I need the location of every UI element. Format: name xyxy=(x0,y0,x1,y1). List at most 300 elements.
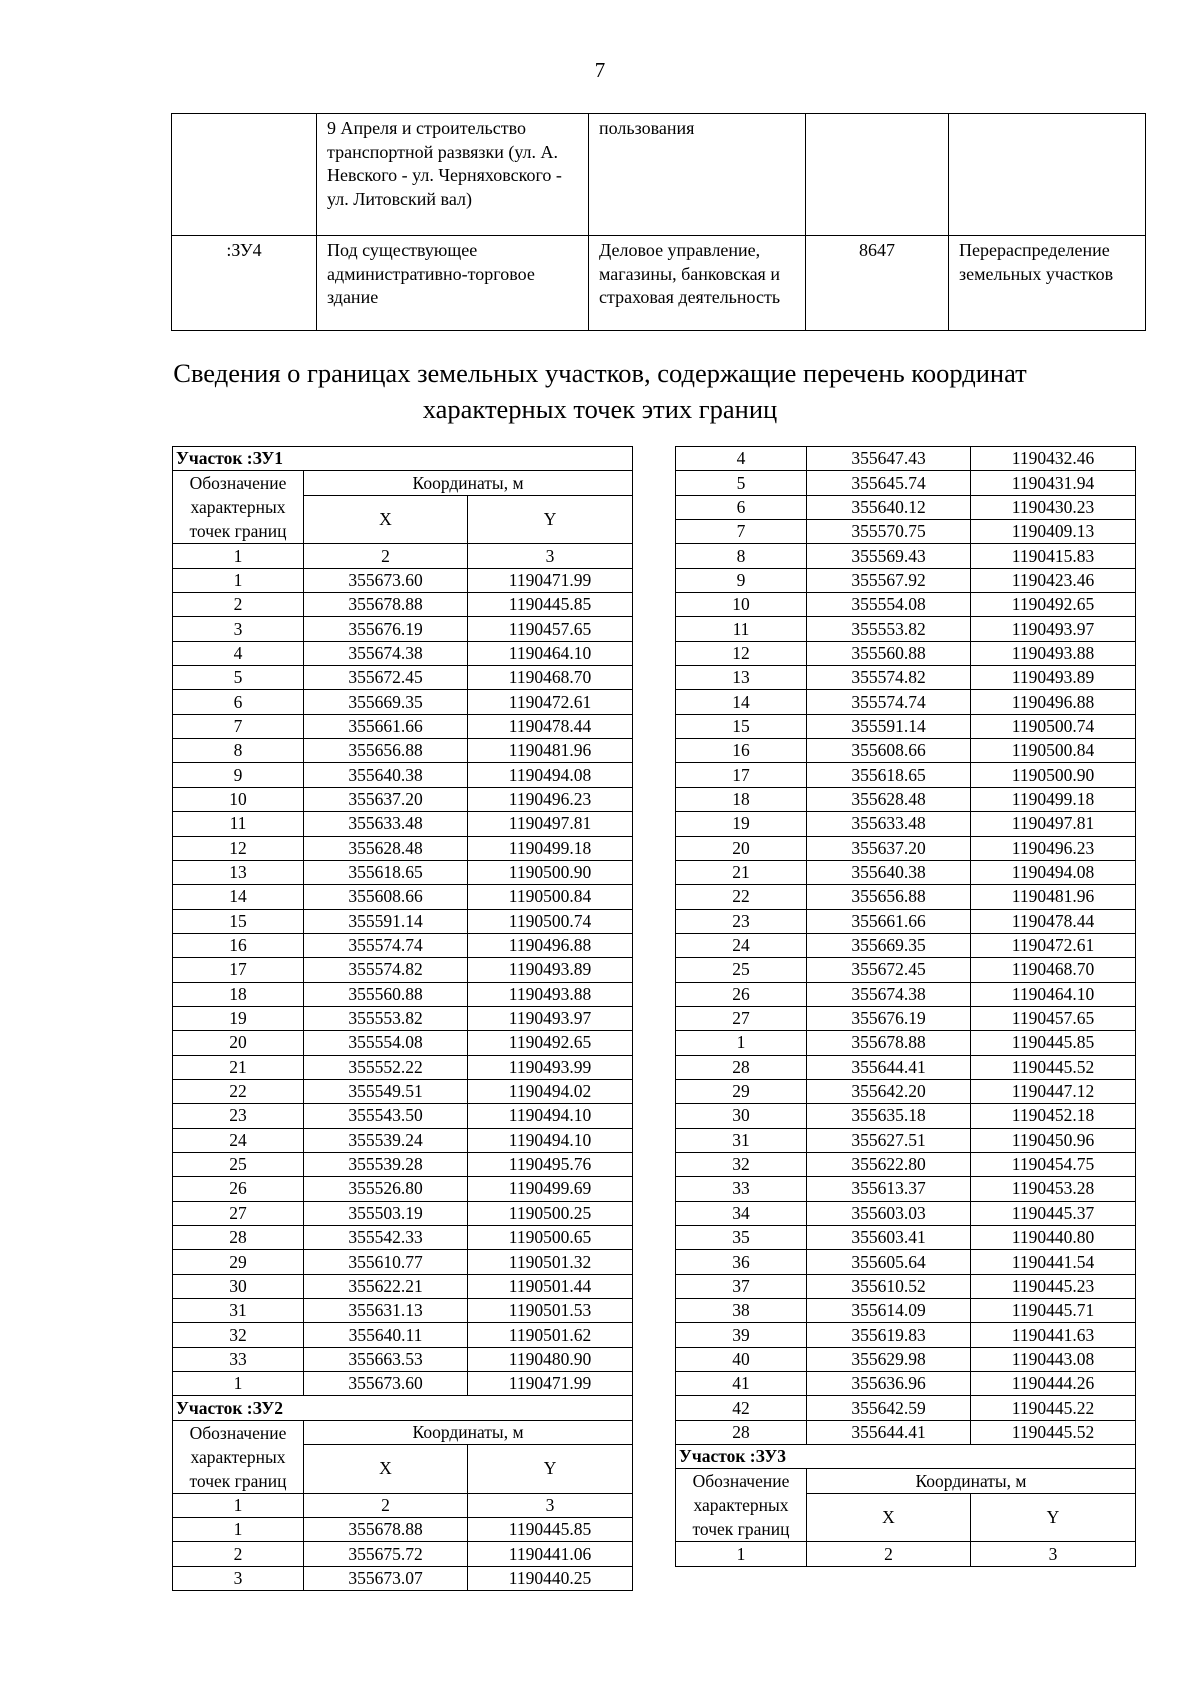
table-row xyxy=(676,568,1136,592)
x-coordinate: 355647.43 xyxy=(807,447,971,471)
point-designation-header: Обозначение характерных точек границ xyxy=(676,1469,807,1542)
column-number: 1 xyxy=(676,1542,807,1566)
plot-title: Участок :ЗУ3 xyxy=(676,1445,1136,1469)
point-number: 4 xyxy=(173,641,304,665)
table-row xyxy=(173,1006,633,1030)
point-number: 28 xyxy=(676,1055,807,1079)
y-coordinate: 1190468.70 xyxy=(971,958,1136,982)
x-coordinate: 355574.74 xyxy=(807,690,971,714)
table-row xyxy=(173,1250,633,1274)
table-row xyxy=(676,982,1136,1006)
x-coordinate: 355642.20 xyxy=(807,1079,971,1103)
y-coordinate: 1190471.99 xyxy=(468,1372,633,1396)
table-row xyxy=(676,1396,1136,1420)
table-row xyxy=(676,1055,1136,1079)
point-number: 26 xyxy=(676,982,807,1006)
coordinates-header: Координаты, м xyxy=(807,1469,1136,1493)
point-number: 15 xyxy=(676,714,807,738)
table-row xyxy=(676,1299,1136,1323)
y-coordinate: 1190445.85 xyxy=(468,593,633,617)
table-row xyxy=(676,1420,1136,1444)
point-number: 42 xyxy=(676,1396,807,1420)
point-number: 9 xyxy=(676,568,807,592)
column-number: 3 xyxy=(468,1493,633,1517)
column-number: 2 xyxy=(304,544,468,568)
x-coordinate: 355676.19 xyxy=(807,1006,971,1030)
table-row xyxy=(173,933,633,957)
coordinates-header: Координаты, м xyxy=(304,1420,633,1444)
y-coordinate: 1190471.99 xyxy=(468,568,633,592)
x-coordinate: 355644.41 xyxy=(807,1420,971,1444)
table-row xyxy=(676,1079,1136,1103)
y-coordinate: 1190496.88 xyxy=(971,690,1136,714)
table-row xyxy=(173,1031,633,1055)
y-coordinate: 1190501.44 xyxy=(468,1274,633,1298)
point-number: 31 xyxy=(173,1299,304,1323)
point-number: 1 xyxy=(173,1372,304,1396)
table-row xyxy=(676,1128,1136,1152)
x-coordinate: 355678.88 xyxy=(304,593,468,617)
table-row xyxy=(676,520,1136,544)
table-row xyxy=(676,836,1136,860)
y-coordinate: 1190494.02 xyxy=(468,1079,633,1103)
table-row xyxy=(676,1031,1136,1055)
x-header: X xyxy=(304,495,468,544)
y-coordinate: 1190432.46 xyxy=(971,447,1136,471)
x-coordinate: 355610.52 xyxy=(807,1274,971,1298)
column-number: 2 xyxy=(304,1493,468,1517)
point-number: 22 xyxy=(676,885,807,909)
y-coordinate: 1190441.54 xyxy=(971,1250,1136,1274)
y-coordinate: 1190452.18 xyxy=(971,1104,1136,1128)
x-coordinate: 355549.51 xyxy=(304,1079,468,1103)
plot-title: Участок :ЗУ1 xyxy=(173,447,633,471)
point-number: 5 xyxy=(676,471,807,495)
point-number: 2 xyxy=(173,1542,304,1566)
y-coordinate: 1190493.88 xyxy=(468,982,633,1006)
y-coordinate: 1190499.18 xyxy=(971,787,1136,811)
point-number: 24 xyxy=(676,933,807,957)
point-number: 6 xyxy=(676,495,807,519)
point-number: 3 xyxy=(173,1566,304,1590)
x-coordinate: 355569.43 xyxy=(807,544,971,568)
x-coordinate: 355543.50 xyxy=(304,1104,468,1128)
point-number: 13 xyxy=(676,666,807,690)
point-number: 30 xyxy=(676,1104,807,1128)
x-coordinate: 355645.74 xyxy=(807,471,971,495)
land-use-row xyxy=(172,114,1146,236)
table-row xyxy=(173,909,633,933)
page-number: 7 xyxy=(594,58,606,82)
table-row xyxy=(676,885,1136,909)
table-row xyxy=(676,860,1136,884)
x-coordinate: 355552.22 xyxy=(304,1055,468,1079)
table-row xyxy=(676,617,1136,641)
point-number: 2 xyxy=(173,593,304,617)
point-number: 11 xyxy=(676,617,807,641)
point-number: 26 xyxy=(173,1177,304,1201)
table-row xyxy=(173,836,633,860)
point-number: 11 xyxy=(173,812,304,836)
table-row xyxy=(676,641,1136,665)
y-coordinate: 1190492.65 xyxy=(468,1031,633,1055)
y-coordinate: 1190472.61 xyxy=(971,933,1136,957)
x-coordinate: 355618.65 xyxy=(807,763,971,787)
x-coordinate: 355633.48 xyxy=(304,812,468,836)
point-number: 1 xyxy=(173,1518,304,1542)
y-coordinate: 1190431.94 xyxy=(971,471,1136,495)
y-coordinate: 1190500.74 xyxy=(468,909,633,933)
point-number: 21 xyxy=(173,1055,304,1079)
table-row xyxy=(173,812,633,836)
point-number: 34 xyxy=(676,1201,807,1225)
point-number: 27 xyxy=(173,1201,304,1225)
x-coordinate: 355591.14 xyxy=(807,714,971,738)
plot-section-row xyxy=(173,447,633,471)
y-coordinate: 1190500.65 xyxy=(468,1226,633,1250)
point-number: 12 xyxy=(173,836,304,860)
x-coordinate: 355570.75 xyxy=(807,520,971,544)
point-number: 40 xyxy=(676,1347,807,1371)
point-number: 33 xyxy=(173,1347,304,1371)
y-coordinate: 1190415.83 xyxy=(971,544,1136,568)
point-number: 28 xyxy=(676,1420,807,1444)
y-coordinate: 1190472.61 xyxy=(468,690,633,714)
y-coordinate: 1190493.97 xyxy=(468,1006,633,1030)
point-number: 32 xyxy=(676,1152,807,1176)
point-number: 14 xyxy=(676,690,807,714)
y-coordinate: 1190445.23 xyxy=(971,1274,1136,1298)
x-coordinate: 355678.88 xyxy=(807,1031,971,1055)
table-row xyxy=(676,909,1136,933)
y-header: Y xyxy=(468,1445,633,1494)
x-coordinate: 355672.45 xyxy=(304,666,468,690)
point-number: 21 xyxy=(676,860,807,884)
y-coordinate: 1190468.70 xyxy=(468,666,633,690)
header-row xyxy=(676,1469,1136,1493)
x-coordinate: 355526.80 xyxy=(304,1177,468,1201)
y-coordinate: 1190501.53 xyxy=(468,1299,633,1323)
table-row xyxy=(173,1299,633,1323)
point-number: 20 xyxy=(173,1031,304,1055)
x-coordinate: 355656.88 xyxy=(807,885,971,909)
y-coordinate: 1190441.63 xyxy=(971,1323,1136,1347)
section-heading: Сведения о границах земельных участков, содержащие перечень координат характерных точек этих границ xyxy=(173,358,1027,424)
y-coordinate: 1190500.25 xyxy=(468,1201,633,1225)
y-coordinate: 1190441.06 xyxy=(468,1542,633,1566)
x-coordinate: 355613.37 xyxy=(807,1177,971,1201)
y-coordinate: 1190500.84 xyxy=(468,885,633,909)
x-coordinate: 355627.51 xyxy=(807,1128,971,1152)
point-number: 10 xyxy=(676,593,807,617)
table-row xyxy=(676,1372,1136,1396)
point-number: 4 xyxy=(676,447,807,471)
y-coordinate: 1190447.12 xyxy=(971,1079,1136,1103)
point-number: 33 xyxy=(676,1177,807,1201)
y-coordinate: 1190500.84 xyxy=(971,739,1136,763)
table-row xyxy=(676,666,1136,690)
plot-title: Участок :ЗУ2 xyxy=(173,1396,633,1420)
table-row xyxy=(173,714,633,738)
x-coordinate: 355539.24 xyxy=(304,1128,468,1152)
y-coordinate: 1190494.08 xyxy=(971,860,1136,884)
point-number: 10 xyxy=(173,787,304,811)
y-coordinate: 1190443.08 xyxy=(971,1347,1136,1371)
x-coordinate: 355661.66 xyxy=(304,714,468,738)
x-coordinate: 355642.59 xyxy=(807,1396,971,1420)
x-coordinate: 355553.82 xyxy=(304,1006,468,1030)
table-row xyxy=(676,787,1136,811)
x-coordinate: 355661.66 xyxy=(807,909,971,933)
header-row xyxy=(173,1420,633,1444)
x-coordinate: 355633.48 xyxy=(807,812,971,836)
table-row xyxy=(173,641,633,665)
y-coordinate: 1190464.10 xyxy=(468,641,633,665)
table-row xyxy=(173,982,633,1006)
y-coordinate: 1190493.97 xyxy=(971,617,1136,641)
x-coordinate: 355574.74 xyxy=(304,933,468,957)
point-number: 9 xyxy=(173,763,304,787)
point-number: 35 xyxy=(676,1226,807,1250)
point-number: 31 xyxy=(676,1128,807,1152)
y-coordinate: 1190499.69 xyxy=(468,1177,633,1201)
y-coordinate: 1190480.90 xyxy=(468,1347,633,1371)
point-number: 3 xyxy=(173,617,304,641)
point-number: 27 xyxy=(676,1006,807,1030)
x-coordinate: 355503.19 xyxy=(304,1201,468,1225)
y-coordinate: 1190500.90 xyxy=(468,860,633,884)
coordinates-header: Координаты, м xyxy=(304,471,633,495)
plot-section-row xyxy=(676,1445,1136,1469)
x-coordinate: 355669.35 xyxy=(807,933,971,957)
y-coordinate: 1190440.25 xyxy=(468,1566,633,1590)
x-coordinate: 355675.72 xyxy=(304,1542,468,1566)
x-coordinate: 355554.08 xyxy=(807,593,971,617)
table-row xyxy=(676,1250,1136,1274)
x-coordinate: 355674.38 xyxy=(807,982,971,1006)
table-row xyxy=(173,1566,633,1590)
table-row xyxy=(173,1055,633,1079)
x-coordinate: 355676.19 xyxy=(304,617,468,641)
table-row xyxy=(676,1152,1136,1176)
point-number: 23 xyxy=(173,1104,304,1128)
x-coordinate: 355644.41 xyxy=(807,1055,971,1079)
table-row xyxy=(676,447,1136,471)
y-coordinate: 1190464.10 xyxy=(971,982,1136,1006)
point-number: 12 xyxy=(676,641,807,665)
table-row xyxy=(173,690,633,714)
y-header: Y xyxy=(971,1493,1136,1542)
y-coordinate: 1190445.85 xyxy=(971,1031,1136,1055)
x-coordinate: 355637.20 xyxy=(304,787,468,811)
y-header: Y xyxy=(468,495,633,544)
table-row xyxy=(173,739,633,763)
x-coordinate: 355640.11 xyxy=(304,1323,468,1347)
table-row xyxy=(676,739,1136,763)
column-number: 3 xyxy=(468,544,633,568)
x-coordinate: 355608.66 xyxy=(807,739,971,763)
y-coordinate: 1190493.89 xyxy=(971,666,1136,690)
x-coordinate: 355554.08 xyxy=(304,1031,468,1055)
table-row xyxy=(676,1201,1136,1225)
y-coordinate: 1190501.62 xyxy=(468,1323,633,1347)
x-coordinate: 355636.96 xyxy=(807,1372,971,1396)
y-coordinate: 1190501.32 xyxy=(468,1250,633,1274)
x-coordinate: 355678.88 xyxy=(304,1518,468,1542)
column-number: 3 xyxy=(971,1542,1136,1566)
point-number: 5 xyxy=(173,666,304,690)
table-row xyxy=(173,617,633,641)
x-coordinate: 355608.66 xyxy=(304,885,468,909)
table-row xyxy=(676,544,1136,568)
y-coordinate: 1190481.96 xyxy=(971,885,1136,909)
point-number: 24 xyxy=(173,1128,304,1152)
point-number: 41 xyxy=(676,1372,807,1396)
table-row xyxy=(173,593,633,617)
point-number: 7 xyxy=(676,520,807,544)
x-coordinate: 355567.92 xyxy=(807,568,971,592)
table-row xyxy=(173,1201,633,1225)
x-coordinate: 355673.07 xyxy=(304,1566,468,1590)
x-coordinate: 355631.13 xyxy=(304,1299,468,1323)
formation-method-cell: Перераспределение земельных участков xyxy=(949,236,1146,331)
point-number: 37 xyxy=(676,1274,807,1298)
coordinates-body-right xyxy=(676,447,1136,1567)
y-coordinate: 1190497.81 xyxy=(971,812,1136,836)
x-coordinate: 355672.45 xyxy=(807,958,971,982)
table-row xyxy=(173,666,633,690)
table-row xyxy=(173,787,633,811)
point-number: 19 xyxy=(676,812,807,836)
column-number: 1 xyxy=(173,544,304,568)
x-coordinate: 355663.53 xyxy=(304,1347,468,1371)
table-row xyxy=(676,471,1136,495)
column-number-row xyxy=(173,544,633,568)
point-number: 29 xyxy=(676,1079,807,1103)
table-row xyxy=(676,812,1136,836)
table-row xyxy=(173,568,633,592)
y-coordinate: 1190493.89 xyxy=(468,958,633,982)
point-designation-header: Обозначение характерных точек границ xyxy=(173,471,304,544)
y-coordinate: 1190497.81 xyxy=(468,812,633,836)
x-coordinate: 355603.41 xyxy=(807,1226,971,1250)
column-number: 2 xyxy=(807,1542,971,1566)
table-row xyxy=(173,1274,633,1298)
y-coordinate: 1190445.52 xyxy=(971,1055,1136,1079)
y-coordinate: 1190494.08 xyxy=(468,763,633,787)
y-coordinate: 1190423.46 xyxy=(971,568,1136,592)
table-row xyxy=(173,1177,633,1201)
point-number: 16 xyxy=(173,933,304,957)
x-coordinate: 355640.38 xyxy=(304,763,468,787)
x-coordinate: 355610.77 xyxy=(304,1250,468,1274)
plot-name-cell: 9 Апреля и строительство транспортной развязки (ул. А. Невского - ул. Черняховского - ул. Литовский вал) xyxy=(317,114,589,236)
table-row xyxy=(676,1104,1136,1128)
point-number: 7 xyxy=(173,714,304,738)
plot-section-row xyxy=(173,1396,633,1420)
x-coordinate: 355656.88 xyxy=(304,739,468,763)
y-coordinate: 1190457.65 xyxy=(971,1006,1136,1030)
y-coordinate: 1190450.96 xyxy=(971,1128,1136,1152)
y-coordinate: 1190496.23 xyxy=(971,836,1136,860)
x-coordinate: 355628.48 xyxy=(807,787,971,811)
table-row xyxy=(173,1226,633,1250)
point-number: 16 xyxy=(676,739,807,763)
x-coordinate: 355673.60 xyxy=(304,568,468,592)
table-row xyxy=(676,690,1136,714)
x-coordinate: 355637.20 xyxy=(807,836,971,860)
table-row xyxy=(676,1006,1136,1030)
point-number: 25 xyxy=(173,1152,304,1176)
y-coordinate: 1190454.75 xyxy=(971,1152,1136,1176)
y-coordinate: 1190445.22 xyxy=(971,1396,1136,1420)
point-number: 18 xyxy=(173,982,304,1006)
x-coordinate: 355640.38 xyxy=(807,860,971,884)
y-coordinate: 1190457.65 xyxy=(468,617,633,641)
x-coordinate: 355574.82 xyxy=(304,958,468,982)
table-row xyxy=(173,1542,633,1566)
x-coordinate: 355628.48 xyxy=(304,836,468,860)
point-number: 6 xyxy=(173,690,304,714)
permitted-use-cell: пользования xyxy=(589,114,806,236)
y-coordinate: 1190499.18 xyxy=(468,836,633,860)
point-designation-header: Обозначение характерных точек границ xyxy=(173,1420,304,1493)
x-coordinate: 355674.38 xyxy=(304,641,468,665)
coordinates-table-right xyxy=(675,446,1136,1567)
y-coordinate: 1190496.23 xyxy=(468,787,633,811)
x-coordinate: 355574.82 xyxy=(807,666,971,690)
coordinates-body-left xyxy=(173,447,633,1591)
point-number: 1 xyxy=(173,568,304,592)
table-row xyxy=(173,958,633,982)
coordinates-table-left xyxy=(172,446,633,1591)
y-coordinate: 1190496.88 xyxy=(468,933,633,957)
point-number: 29 xyxy=(173,1250,304,1274)
x-coordinate: 355560.88 xyxy=(304,982,468,1006)
y-coordinate: 1190445.52 xyxy=(971,1420,1136,1444)
y-coordinate: 1190494.10 xyxy=(468,1104,633,1128)
y-coordinate: 1190409.13 xyxy=(971,520,1136,544)
y-coordinate: 1190481.96 xyxy=(468,739,633,763)
y-coordinate: 1190440.80 xyxy=(971,1226,1136,1250)
header-row xyxy=(173,471,633,495)
x-coordinate: 355560.88 xyxy=(807,641,971,665)
table-row xyxy=(173,1152,633,1176)
y-coordinate: 1190453.28 xyxy=(971,1177,1136,1201)
table-row xyxy=(676,958,1136,982)
column-number-row xyxy=(676,1542,1136,1566)
x-coordinate: 355591.14 xyxy=(304,909,468,933)
point-number: 25 xyxy=(676,958,807,982)
x-coordinate: 355618.65 xyxy=(304,860,468,884)
point-number: 30 xyxy=(173,1274,304,1298)
area-cell xyxy=(806,114,949,236)
y-coordinate: 1190445.37 xyxy=(971,1201,1136,1225)
y-coordinate: 1190445.85 xyxy=(468,1518,633,1542)
plot-number-cell: :ЗУ4 xyxy=(172,236,317,331)
y-coordinate: 1190430.23 xyxy=(971,495,1136,519)
point-number: 17 xyxy=(676,763,807,787)
x-coordinate: 355669.35 xyxy=(304,690,468,714)
y-coordinate: 1190494.10 xyxy=(468,1128,633,1152)
point-number: 17 xyxy=(173,958,304,982)
x-coordinate: 355622.21 xyxy=(304,1274,468,1298)
table-row xyxy=(173,1128,633,1152)
y-coordinate: 1190444.26 xyxy=(971,1372,1136,1396)
permitted-use-cell: Деловое управление, магазины, банковская и страховая деятельность xyxy=(589,236,806,331)
x-header: X xyxy=(807,1493,971,1542)
table-row xyxy=(676,714,1136,738)
